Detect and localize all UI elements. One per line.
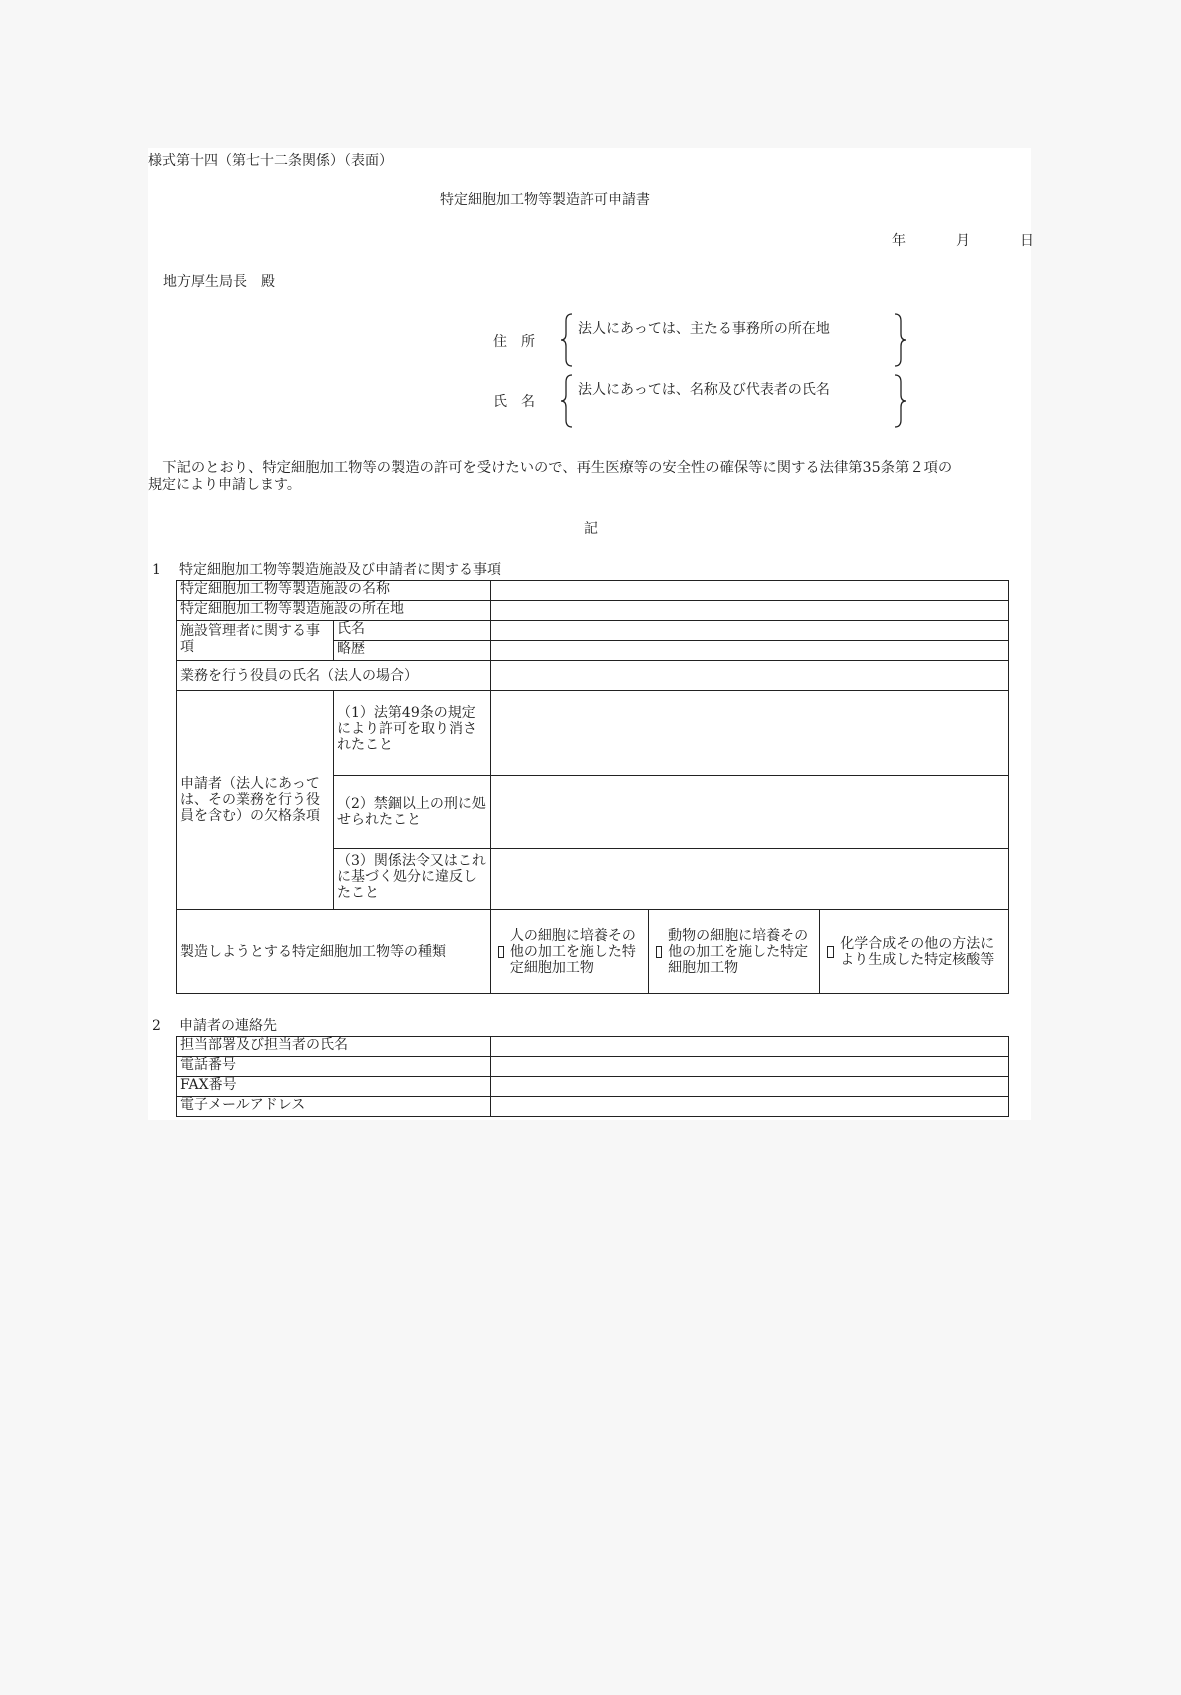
body-text-line1: 下記のとおり、特定細胞加工物等の製造の許可を受けたいので、再生医療等の安全性の確保等に関する法律第35条第２項の bbox=[148, 460, 953, 476]
section1-number: 1 bbox=[152, 562, 161, 578]
address-note: 法人にあっては、主たる事務所の所在地 bbox=[578, 321, 830, 337]
section2-heading: 申請者の連絡先 bbox=[179, 1018, 277, 1034]
facility-name-label: 特定細胞加工物等製造施設の名称 bbox=[177, 581, 491, 601]
left-brace-icon bbox=[560, 313, 574, 367]
disqualification-3-field[interactable] bbox=[491, 849, 1009, 910]
product-option-2-label: 動物の細胞に培養その他の加工を施した特定細胞加工物 bbox=[668, 927, 809, 976]
name-note: 法人にあっては、名称及び代表者の氏名 bbox=[578, 382, 830, 398]
checkbox-icon[interactable] bbox=[656, 946, 662, 958]
product-option-3-label: 化学合成その他の方法により生成した特定核酸等 bbox=[840, 935, 995, 968]
name-label: 氏 名 bbox=[493, 394, 535, 410]
fax-label: FAX番号 bbox=[177, 1077, 491, 1097]
manager-name-field[interactable] bbox=[491, 621, 1009, 641]
disqualification-1-field[interactable] bbox=[491, 691, 1009, 776]
facility-table bbox=[176, 580, 1009, 994]
section2-number: 2 bbox=[152, 1018, 161, 1034]
email-field[interactable] bbox=[491, 1097, 1009, 1117]
contact-person-field[interactable] bbox=[491, 1037, 1009, 1057]
disqualification-1-label: （1）法第49条の規定により許可を取り消されたこと bbox=[334, 691, 491, 776]
product-option-3[interactable] bbox=[820, 910, 1009, 994]
phone-label: 電話番号 bbox=[177, 1057, 491, 1077]
checkbox-icon[interactable] bbox=[498, 946, 504, 958]
disqualification-label: 申請者（法人にあっては、その業務を行う役員を含む）の欠格条項 bbox=[177, 691, 334, 910]
phone-field[interactable] bbox=[491, 1057, 1009, 1077]
product-type-label: 製造しようとする特定細胞加工物等の種類 bbox=[177, 910, 491, 994]
product-option-2[interactable] bbox=[649, 910, 820, 994]
manager-history-label: 略歴 bbox=[334, 641, 491, 661]
contact-table bbox=[176, 1036, 1009, 1117]
manager-label: 施設管理者に関する事項 bbox=[177, 621, 334, 661]
right-brace-icon bbox=[893, 374, 907, 428]
fax-field[interactable] bbox=[491, 1077, 1009, 1097]
checkbox-icon[interactable] bbox=[827, 946, 834, 958]
facility-location-label: 特定細胞加工物等製造施設の所在地 bbox=[177, 601, 491, 621]
disqualification-2-label: （2）禁錮以上の刑に処せられたこと bbox=[334, 776, 491, 849]
date-month: 月 bbox=[956, 233, 970, 249]
disqualification-3-label: （3）関係法令又はこれに基づく処分に違反したこと bbox=[334, 849, 491, 910]
officers-field[interactable] bbox=[491, 661, 1009, 691]
right-brace-icon bbox=[893, 313, 907, 367]
email-label: 電子メールアドレス bbox=[177, 1097, 491, 1117]
product-option-1-label: 人の細胞に培養その他の加工を施した特定細胞加工物 bbox=[509, 927, 636, 976]
product-option-1[interactable] bbox=[491, 910, 649, 994]
facility-name-field[interactable] bbox=[491, 581, 1009, 601]
facility-location-field[interactable] bbox=[491, 601, 1009, 621]
addressee: 地方厚生局長 殿 bbox=[163, 274, 275, 290]
form-id: 様式第十四（第七十二条関係）（表面） bbox=[148, 153, 393, 169]
page-title: 特定細胞加工物等製造許可申請書 bbox=[440, 192, 650, 208]
contact-person-label: 担当部署及び担当者の氏名 bbox=[177, 1037, 491, 1057]
disqualification-2-field[interactable] bbox=[491, 776, 1009, 849]
date-year: 年 bbox=[892, 233, 906, 249]
section1-heading: 特定細胞加工物等製造施設及び申請者に関する事項 bbox=[179, 562, 501, 578]
address-label: 住 所 bbox=[493, 334, 535, 350]
form-page bbox=[148, 148, 1034, 1120]
body-text-line2: 規定により申請します。 bbox=[148, 477, 301, 493]
date-day: 日 bbox=[1020, 233, 1034, 249]
manager-name-label: 氏名 bbox=[334, 621, 491, 641]
ki-heading: 記 bbox=[584, 521, 598, 537]
manager-history-field[interactable] bbox=[491, 641, 1009, 661]
officers-label: 業務を行う役員の氏名（法人の場合） bbox=[177, 661, 491, 691]
left-brace-icon bbox=[560, 374, 574, 428]
